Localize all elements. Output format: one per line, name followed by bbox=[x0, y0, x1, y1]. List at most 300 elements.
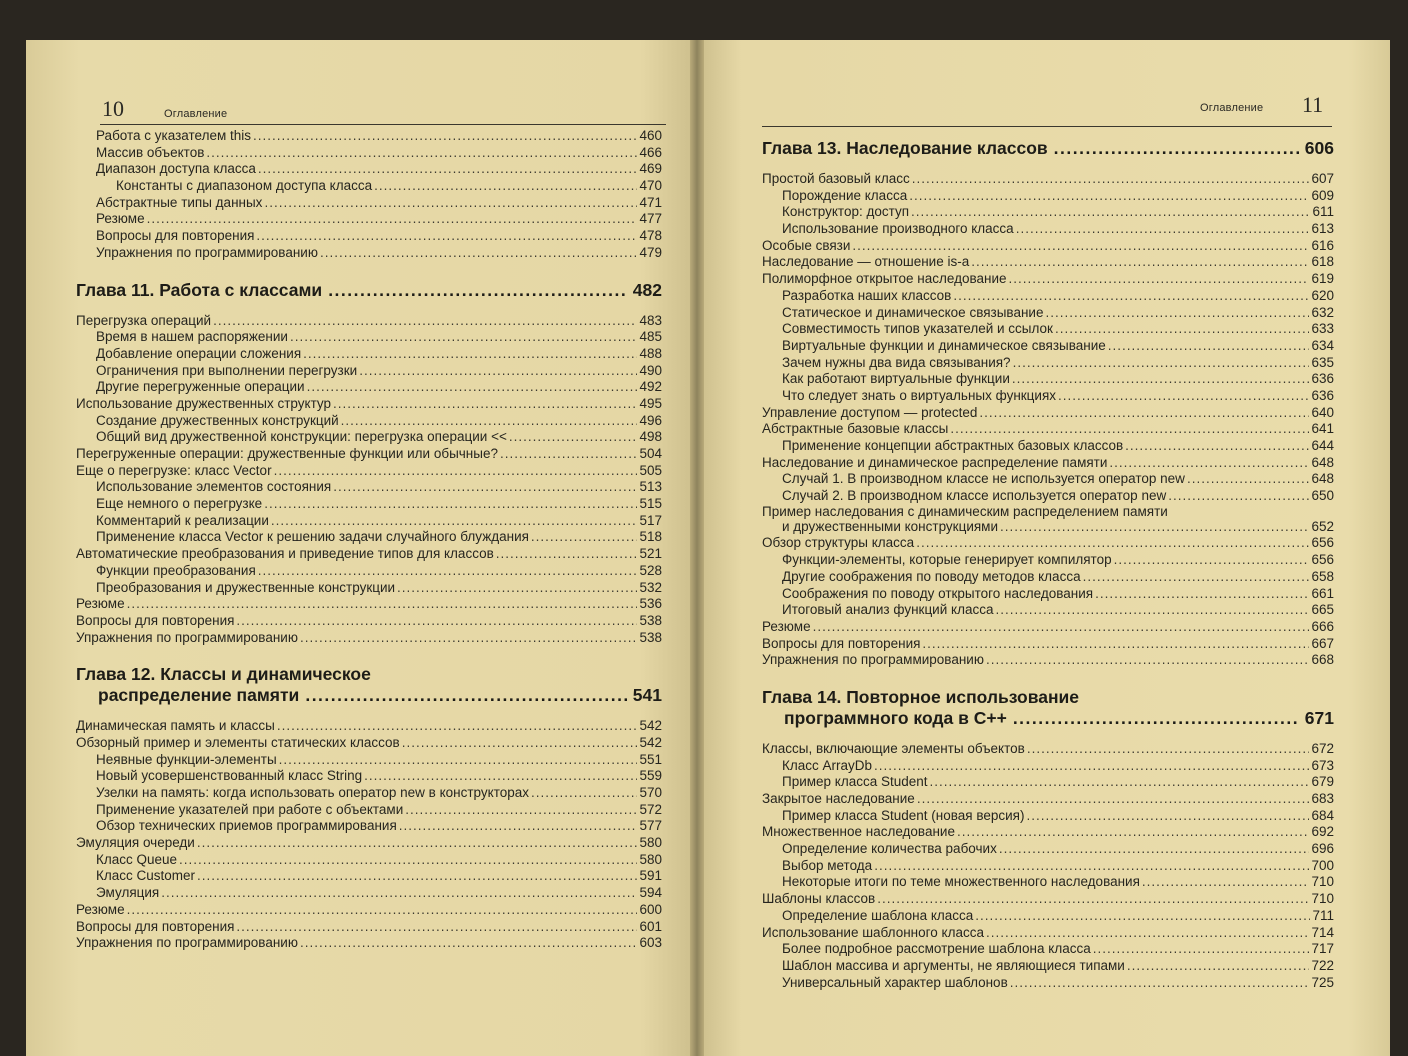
toc-entry bbox=[762, 388, 1334, 405]
toc-entry-page: 517 bbox=[639, 512, 662, 528]
toc-entry bbox=[76, 718, 662, 735]
leader-dots bbox=[950, 421, 1309, 438]
toc-entry-title: Более подробное рассмотрение шаблона класса bbox=[782, 941, 1091, 957]
toc-entry-title: Определение шаблона класса bbox=[782, 907, 974, 923]
leader-dots bbox=[303, 346, 637, 363]
toc-entry-title: Автоматические преобразования и приведение типов для классов bbox=[76, 546, 494, 562]
toc-entry bbox=[76, 563, 662, 580]
toc-entry-title: Порождение класса bbox=[782, 187, 908, 203]
toc-entry bbox=[76, 178, 662, 195]
toc-entry-page: 717 bbox=[1311, 941, 1334, 957]
toc-entry-title: Обзорный пример и элементы статических классов bbox=[76, 734, 400, 750]
toc-entry-title: Ограничения при выполнении перегрузки bbox=[96, 362, 358, 378]
toc-entry-page: 542 bbox=[639, 734, 662, 750]
leader-dots bbox=[1045, 305, 1309, 322]
toc-entry-page: 591 bbox=[639, 868, 662, 884]
leader-dots bbox=[500, 446, 637, 463]
toc-entry-page: 528 bbox=[639, 562, 662, 578]
toc-entry-page: 656 bbox=[1311, 552, 1334, 568]
toc-entry-page: 722 bbox=[1311, 957, 1334, 973]
toc-entry-page: 636 bbox=[1311, 371, 1334, 387]
toc-entry bbox=[762, 271, 1334, 288]
toc-entry bbox=[76, 363, 662, 380]
toc-entry-page: 577 bbox=[639, 818, 662, 834]
toc-entry bbox=[76, 346, 662, 363]
toc-entry-title: Что следует знать о виртуальных функциях bbox=[782, 387, 1057, 403]
toc-entry-title: Упражнения по программированию bbox=[76, 935, 298, 951]
left-header-rule bbox=[100, 124, 666, 125]
toc-entry-title: Выбор метода bbox=[782, 857, 873, 873]
toc-entry bbox=[762, 221, 1334, 238]
toc-entry-title: Итоговый анализ функций класса bbox=[782, 602, 994, 618]
chapter-11-page: 482 bbox=[632, 279, 662, 300]
toc-entry-page: 470 bbox=[639, 178, 662, 194]
toc-entry bbox=[762, 371, 1334, 388]
leader-dots bbox=[328, 280, 627, 301]
leader-dots bbox=[1055, 321, 1310, 338]
toc-entry bbox=[762, 824, 1334, 841]
toc-entry bbox=[762, 505, 1334, 519]
toc-entry-title: Зачем нужны два вида связывания? bbox=[782, 354, 1011, 370]
leader-dots bbox=[364, 768, 637, 785]
toc-entry bbox=[76, 835, 662, 852]
toc-entry-title: Соображения по поводу открытого наследования bbox=[782, 585, 1094, 601]
left-page-number: 10 bbox=[102, 96, 124, 121]
toc-entry-title: Некоторые итоги по теме множественного наследования bbox=[782, 874, 1140, 890]
toc-entry-title: Как работают виртуальные функции bbox=[782, 371, 1010, 387]
toc-entry-title: Статическое и динамическое связывание bbox=[782, 304, 1044, 320]
toc-entry-page: 700 bbox=[1311, 857, 1334, 873]
toc-entry-page: 633 bbox=[1311, 321, 1334, 337]
toc-entry-title: Наследование и динамическое распределение памяти bbox=[762, 454, 1108, 470]
toc-entry-title: Резюме bbox=[762, 618, 811, 634]
leader-dots bbox=[197, 868, 637, 885]
toc-entry-page: 580 bbox=[639, 835, 662, 851]
toc-entry-page: 620 bbox=[1311, 287, 1334, 303]
toc-entry-page: 572 bbox=[639, 801, 662, 817]
toc-entry-page: 616 bbox=[1311, 237, 1334, 253]
toc-entry-page: 658 bbox=[1311, 568, 1334, 584]
toc-entry-page: 504 bbox=[639, 446, 662, 461]
leader-dots bbox=[1054, 138, 1299, 159]
chapter-11-entries bbox=[76, 313, 662, 647]
toc-entry-title: Резюме bbox=[96, 211, 145, 227]
toc-entry bbox=[762, 586, 1334, 603]
chapter-12-heading bbox=[76, 664, 662, 706]
toc-entry bbox=[76, 580, 662, 597]
toc-entry bbox=[762, 891, 1334, 908]
toc-entry-title: Абстрактные базовые классы bbox=[762, 421, 949, 437]
toc-entry-title: Случай 1. В производном классе не используется оператор new bbox=[782, 471, 1185, 487]
toc-entry-page: 496 bbox=[639, 412, 662, 428]
toc-entry-title: Вопросы для повторения bbox=[762, 635, 921, 651]
leader-dots bbox=[953, 288, 1309, 305]
leader-dots bbox=[1013, 355, 1310, 372]
leader-dots bbox=[279, 752, 638, 769]
toc-entry-title: Определение количества рабочих bbox=[782, 841, 997, 857]
toc-entry-title: Узелки на память: когда использовать оператор new в конструкторах bbox=[96, 785, 530, 800]
leader-dots bbox=[147, 211, 638, 228]
toc-entry-page: 538 bbox=[639, 629, 662, 645]
toc-entry bbox=[76, 902, 662, 919]
toc-entry-page: 714 bbox=[1311, 924, 1334, 940]
leader-dots bbox=[1026, 808, 1309, 825]
toc-entry bbox=[76, 429, 662, 446]
toc-entry-title: Пример класса Student bbox=[782, 774, 928, 790]
leader-dots bbox=[975, 908, 1310, 925]
toc-entry bbox=[76, 735, 662, 752]
toc-entry-title: Массив объектов bbox=[96, 144, 205, 160]
toc-entry-title: Шаблон массива и аргументы, не являющиеся типами bbox=[782, 957, 1125, 973]
toc-entry-title: Диапазон доступа класса bbox=[96, 161, 256, 177]
toc-entry-page: 521 bbox=[639, 546, 662, 562]
toc-entry-title: Использование элементов состояния bbox=[96, 479, 332, 495]
toc-entry-page: 711 bbox=[1312, 907, 1334, 923]
toc-entry-title: Абстрактные типы данных bbox=[96, 194, 263, 210]
leader-dots bbox=[986, 652, 1310, 669]
toc-entry bbox=[762, 238, 1334, 255]
leader-dots bbox=[305, 685, 626, 706]
toc-entry-title: Классы, включающие элементы объектов bbox=[762, 740, 1025, 756]
toc-entry-title: Наследование — отношение is-a bbox=[762, 254, 970, 270]
leader-dots bbox=[1013, 708, 1299, 729]
toc-entry-title: Пример наследования с динамическим распределением памяти bbox=[762, 503, 1168, 519]
toc-entry-title: Резюме bbox=[76, 596, 125, 612]
leader-dots bbox=[1127, 958, 1310, 975]
leader-dots bbox=[496, 546, 638, 563]
toc-entry bbox=[762, 438, 1334, 455]
chapter-11-title: Глава 11. Работа с классами bbox=[76, 279, 323, 300]
toc-entry-page: 483 bbox=[639, 312, 662, 328]
toc-entry-page: 725 bbox=[1311, 974, 1334, 990]
toc-entry bbox=[76, 546, 662, 563]
leader-dots bbox=[256, 228, 637, 245]
toc-entry bbox=[76, 630, 662, 647]
leader-dots bbox=[1093, 941, 1310, 958]
toc-entry-title: Еще немного о перегрузке bbox=[96, 496, 263, 512]
toc-entry-title: Особые связи bbox=[762, 237, 851, 253]
left-toc bbox=[76, 128, 662, 952]
toc-entry-title: Применение класса Vector к решению задачи случайного блуждания bbox=[96, 529, 529, 545]
leader-dots bbox=[300, 935, 638, 952]
leader-dots bbox=[1108, 338, 1310, 355]
toc-entry bbox=[762, 841, 1334, 858]
leader-dots bbox=[1109, 455, 1309, 472]
toc-entry bbox=[76, 818, 662, 835]
toc-entry-title: Неявные функции-элементы bbox=[96, 751, 277, 767]
toc-entry bbox=[76, 211, 662, 228]
toc-entry-page: 632 bbox=[1311, 304, 1334, 320]
leader-dots bbox=[531, 529, 638, 546]
leader-dots bbox=[1095, 586, 1309, 603]
toc-entry bbox=[762, 636, 1334, 653]
toc-entry-title: Функции преобразования bbox=[96, 562, 256, 578]
toc-entry-page: 601 bbox=[639, 918, 662, 934]
leader-dots bbox=[402, 735, 638, 752]
toc-entry bbox=[762, 958, 1334, 975]
toc-entry-page: 551 bbox=[639, 751, 662, 767]
toc-entry-title: Вопросы для повторения bbox=[76, 918, 235, 934]
toc-entry-page: 679 bbox=[1311, 774, 1334, 790]
toc-entry bbox=[76, 195, 662, 212]
leader-dots bbox=[509, 429, 638, 446]
chapter-13-entries-after bbox=[762, 535, 1334, 669]
chapter-13-page: 606 bbox=[1304, 138, 1334, 158]
toc-entry bbox=[762, 305, 1334, 322]
toc-entry-page: 498 bbox=[639, 429, 662, 445]
leader-dots bbox=[1027, 741, 1310, 758]
toc-entry-page: 673 bbox=[1311, 757, 1334, 773]
leader-dots bbox=[1009, 271, 1310, 288]
toc-entry-title: Упражнения по программированию bbox=[96, 244, 318, 260]
toc-entry-title: Случай 2. В производном классе используется оператор new bbox=[782, 488, 1167, 504]
toc-entry-title: Класс Queue bbox=[96, 851, 178, 867]
leader-dots bbox=[290, 329, 638, 346]
leader-dots bbox=[179, 852, 637, 869]
toc-entry-title: Создание дружественных конструкций bbox=[96, 412, 339, 428]
leader-dots bbox=[374, 178, 637, 195]
toc-entry bbox=[76, 161, 662, 178]
toc-entry-title: Разработка наших классов bbox=[782, 287, 952, 303]
toc-entry bbox=[76, 919, 662, 936]
leader-dots bbox=[341, 413, 638, 430]
toc-entry bbox=[76, 752, 662, 769]
toc-entry-page: 536 bbox=[639, 596, 662, 612]
toc-entry bbox=[762, 602, 1334, 619]
toc-entry bbox=[762, 455, 1334, 472]
toc-entry-page: 479 bbox=[639, 244, 662, 260]
toc-entry-page: 652 bbox=[1311, 518, 1334, 534]
toc-entry bbox=[762, 405, 1334, 422]
toc-entry-title: Применение указателей при работе с объектами bbox=[96, 801, 404, 817]
toc-entry-page: 656 bbox=[1311, 535, 1334, 551]
toc-entry-page: 683 bbox=[1311, 791, 1334, 806]
leader-dots bbox=[274, 463, 638, 480]
toc-entry-title: Полиморфное открытое наследование bbox=[762, 271, 1007, 287]
toc-entry-title: Новый усовершенствованный класс String bbox=[96, 768, 363, 784]
toc-entry bbox=[762, 254, 1334, 271]
leader-dots bbox=[1010, 975, 1310, 992]
leader-dots bbox=[912, 171, 1310, 188]
toc-entry-page: 469 bbox=[639, 161, 662, 177]
left-top-entries bbox=[76, 128, 662, 262]
toc-entry-title: Функции-элементы, которые генерирует компилятор bbox=[782, 552, 1112, 568]
toc-entry bbox=[762, 908, 1334, 925]
leader-dots bbox=[236, 919, 637, 936]
toc-entry-page: 559 bbox=[639, 768, 662, 784]
leader-dots bbox=[271, 513, 638, 530]
toc-entry-page: 710 bbox=[1311, 874, 1334, 890]
leader-dots bbox=[300, 630, 638, 647]
chapter-12-page: 541 bbox=[632, 685, 662, 706]
toc-entry-page: 666 bbox=[1311, 618, 1334, 634]
toc-entry-page: 515 bbox=[639, 496, 662, 512]
left-running-title: Оглавление bbox=[164, 108, 228, 120]
leader-dots bbox=[397, 580, 637, 597]
leader-dots bbox=[359, 363, 637, 380]
toc-entry bbox=[76, 329, 662, 346]
leader-dots bbox=[333, 396, 637, 413]
toc-entry-title: Пример класса Student (новая версия) bbox=[782, 807, 1025, 823]
toc-entry-title: Время в нашем распоряжении bbox=[96, 329, 288, 345]
leader-dots bbox=[1114, 552, 1310, 569]
toc-entry-title: Конструктор: доступ bbox=[782, 204, 910, 220]
toc-entry bbox=[762, 652, 1334, 669]
leader-dots bbox=[911, 204, 1310, 221]
toc-entry-page: 495 bbox=[639, 395, 662, 411]
toc-entry-page: 619 bbox=[1311, 271, 1334, 287]
toc-entry bbox=[762, 619, 1334, 636]
toc-entry-page: 478 bbox=[639, 228, 662, 244]
toc-entry-title: Работа с указателем this bbox=[96, 128, 252, 143]
toc-entry-page: 665 bbox=[1311, 602, 1334, 618]
toc-entry-title: Вопросы для повторения bbox=[76, 612, 235, 628]
toc-entry bbox=[76, 379, 662, 396]
toc-entry-title: Применение концепции абстрактных базовых классов bbox=[782, 438, 1124, 453]
toc-entry-title: Динамическая память и классы bbox=[76, 718, 275, 734]
toc-entry bbox=[76, 413, 662, 430]
toc-entry-title: Обзор технических приемов программирования bbox=[96, 818, 397, 834]
leader-dots bbox=[909, 188, 1309, 205]
toc-entry-page: 505 bbox=[639, 462, 662, 478]
toc-entry bbox=[76, 885, 662, 902]
toc-entry-page: 618 bbox=[1311, 254, 1334, 270]
leader-dots bbox=[995, 602, 1309, 619]
toc-entry-title: Класс ArrayDb bbox=[782, 757, 873, 773]
toc-entry-title: Комментарий к реализации bbox=[96, 512, 269, 528]
toc-entry-page: 668 bbox=[1311, 652, 1334, 668]
toc-entry-title: Совместимость типов указателей и ссылок bbox=[782, 321, 1053, 337]
toc-entry-page: 492 bbox=[639, 379, 662, 395]
toc-entry-page: 466 bbox=[639, 144, 662, 160]
toc-entry-title: Закрытое наследование bbox=[762, 791, 915, 806]
toc-entry bbox=[762, 858, 1334, 875]
leader-dots bbox=[1016, 221, 1310, 238]
chapter-13-title: Глава 13. Наследование классов bbox=[762, 138, 1048, 158]
leader-dots bbox=[877, 891, 1309, 908]
toc-entry-title: Виртуальные функции и динамическое связывание bbox=[782, 337, 1106, 353]
toc-entry-title: Эмуляция bbox=[96, 885, 160, 901]
toc-entry-title: Другие перегруженные операции bbox=[96, 379, 305, 395]
toc-entry bbox=[76, 446, 662, 463]
toc-entry-title: Множественное наследование bbox=[762, 824, 955, 840]
toc-entry bbox=[76, 596, 662, 613]
leader-dots bbox=[531, 785, 637, 802]
leader-dots bbox=[206, 145, 637, 162]
leader-dots bbox=[1168, 488, 1309, 505]
leader-dots bbox=[1012, 371, 1310, 388]
leader-dots bbox=[813, 619, 1310, 636]
toc-entry bbox=[762, 774, 1334, 791]
toc-entry-page: 710 bbox=[1311, 891, 1334, 907]
leader-dots bbox=[264, 195, 637, 212]
toc-entry-title: Преобразования и дружественные конструкции bbox=[96, 579, 396, 595]
toc-entry bbox=[762, 321, 1334, 338]
toc-entry bbox=[762, 535, 1334, 552]
leader-dots bbox=[307, 379, 638, 396]
toc-entry-page: 648 bbox=[1311, 454, 1334, 470]
chapter-12-entries bbox=[76, 718, 662, 952]
toc-entry-page: 460 bbox=[639, 128, 662, 143]
toc-entry bbox=[762, 874, 1334, 891]
leader-dots bbox=[253, 128, 637, 145]
toc-entry-page: 607 bbox=[1311, 171, 1334, 186]
toc-entry bbox=[762, 552, 1334, 569]
toc-entry bbox=[76, 785, 662, 802]
toc-entry-title: Резюме bbox=[76, 901, 125, 917]
chapter-14-title-line2: программного кода в C++ bbox=[784, 707, 1007, 728]
toc-entry-page: 600 bbox=[639, 901, 662, 917]
leader-dots bbox=[1000, 519, 1309, 536]
toc-entry-page: 634 bbox=[1311, 337, 1334, 353]
toc-entry-page: 471 bbox=[639, 194, 662, 210]
toc-entry-title: Эмуляция очереди bbox=[76, 835, 195, 851]
toc-entry-title: Управление доступом — protected bbox=[762, 404, 978, 420]
chapter-14-page: 671 bbox=[1304, 707, 1334, 728]
right-running-title: Оглавление bbox=[1200, 102, 1264, 114]
toc-entry bbox=[76, 529, 662, 546]
toc-entry bbox=[762, 338, 1334, 355]
toc-entry-page: 580 bbox=[639, 851, 662, 867]
toc-entry-page: 603 bbox=[639, 935, 662, 951]
toc-entry bbox=[76, 802, 662, 819]
toc-entry-page: 692 bbox=[1311, 824, 1334, 840]
toc-entry-title: Вопросы для повторения bbox=[96, 228, 255, 244]
toc-entry-page: 570 bbox=[639, 785, 662, 800]
leader-dots bbox=[161, 885, 637, 902]
toc-entry bbox=[762, 188, 1334, 205]
toc-entry-title: Перегрузка операций bbox=[76, 312, 212, 328]
toc-entry-page: 477 bbox=[639, 211, 662, 227]
toc-entry-title: и дружественными конструкциями bbox=[782, 518, 998, 534]
toc-entry-title: Добавление операции сложения bbox=[96, 345, 302, 361]
toc-entry bbox=[762, 741, 1334, 758]
toc-entry bbox=[76, 852, 662, 869]
leader-dots bbox=[264, 496, 637, 513]
toc-entry-page: 648 bbox=[1311, 471, 1334, 487]
leader-dots bbox=[236, 613, 637, 630]
chapter-11-heading bbox=[76, 280, 662, 301]
right-page-number: 11 bbox=[1302, 92, 1324, 117]
leader-dots bbox=[916, 535, 1309, 552]
toc-entry bbox=[76, 128, 662, 145]
leader-dots bbox=[258, 161, 638, 178]
leader-dots bbox=[986, 925, 1309, 942]
leader-dots bbox=[127, 596, 638, 613]
leader-dots bbox=[852, 238, 1309, 255]
toc-entry-page: 542 bbox=[639, 718, 662, 734]
toc-entry bbox=[76, 868, 662, 885]
leader-dots bbox=[971, 254, 1309, 271]
toc-entry-page: 635 bbox=[1311, 354, 1334, 370]
toc-entry-page: 513 bbox=[639, 479, 662, 495]
toc-entry-title: Упражнения по программированию bbox=[76, 629, 298, 645]
toc-entry bbox=[76, 313, 662, 330]
toc-entry-page: 485 bbox=[639, 329, 662, 345]
toc-entry bbox=[76, 245, 662, 262]
toc-entry bbox=[762, 975, 1334, 992]
toc-entry bbox=[762, 758, 1334, 775]
toc-entry-page: 609 bbox=[1311, 187, 1334, 203]
chapter-14-entries bbox=[762, 741, 1334, 991]
toc-entry-page: 636 bbox=[1311, 387, 1334, 403]
toc-entry-title: Класс Customer bbox=[96, 868, 196, 884]
toc-entry-title: Шаблоны классов bbox=[762, 891, 876, 907]
toc-entry bbox=[76, 463, 662, 480]
toc-entry bbox=[76, 479, 662, 496]
leader-dots bbox=[1142, 874, 1310, 891]
leader-dots bbox=[1187, 471, 1310, 488]
